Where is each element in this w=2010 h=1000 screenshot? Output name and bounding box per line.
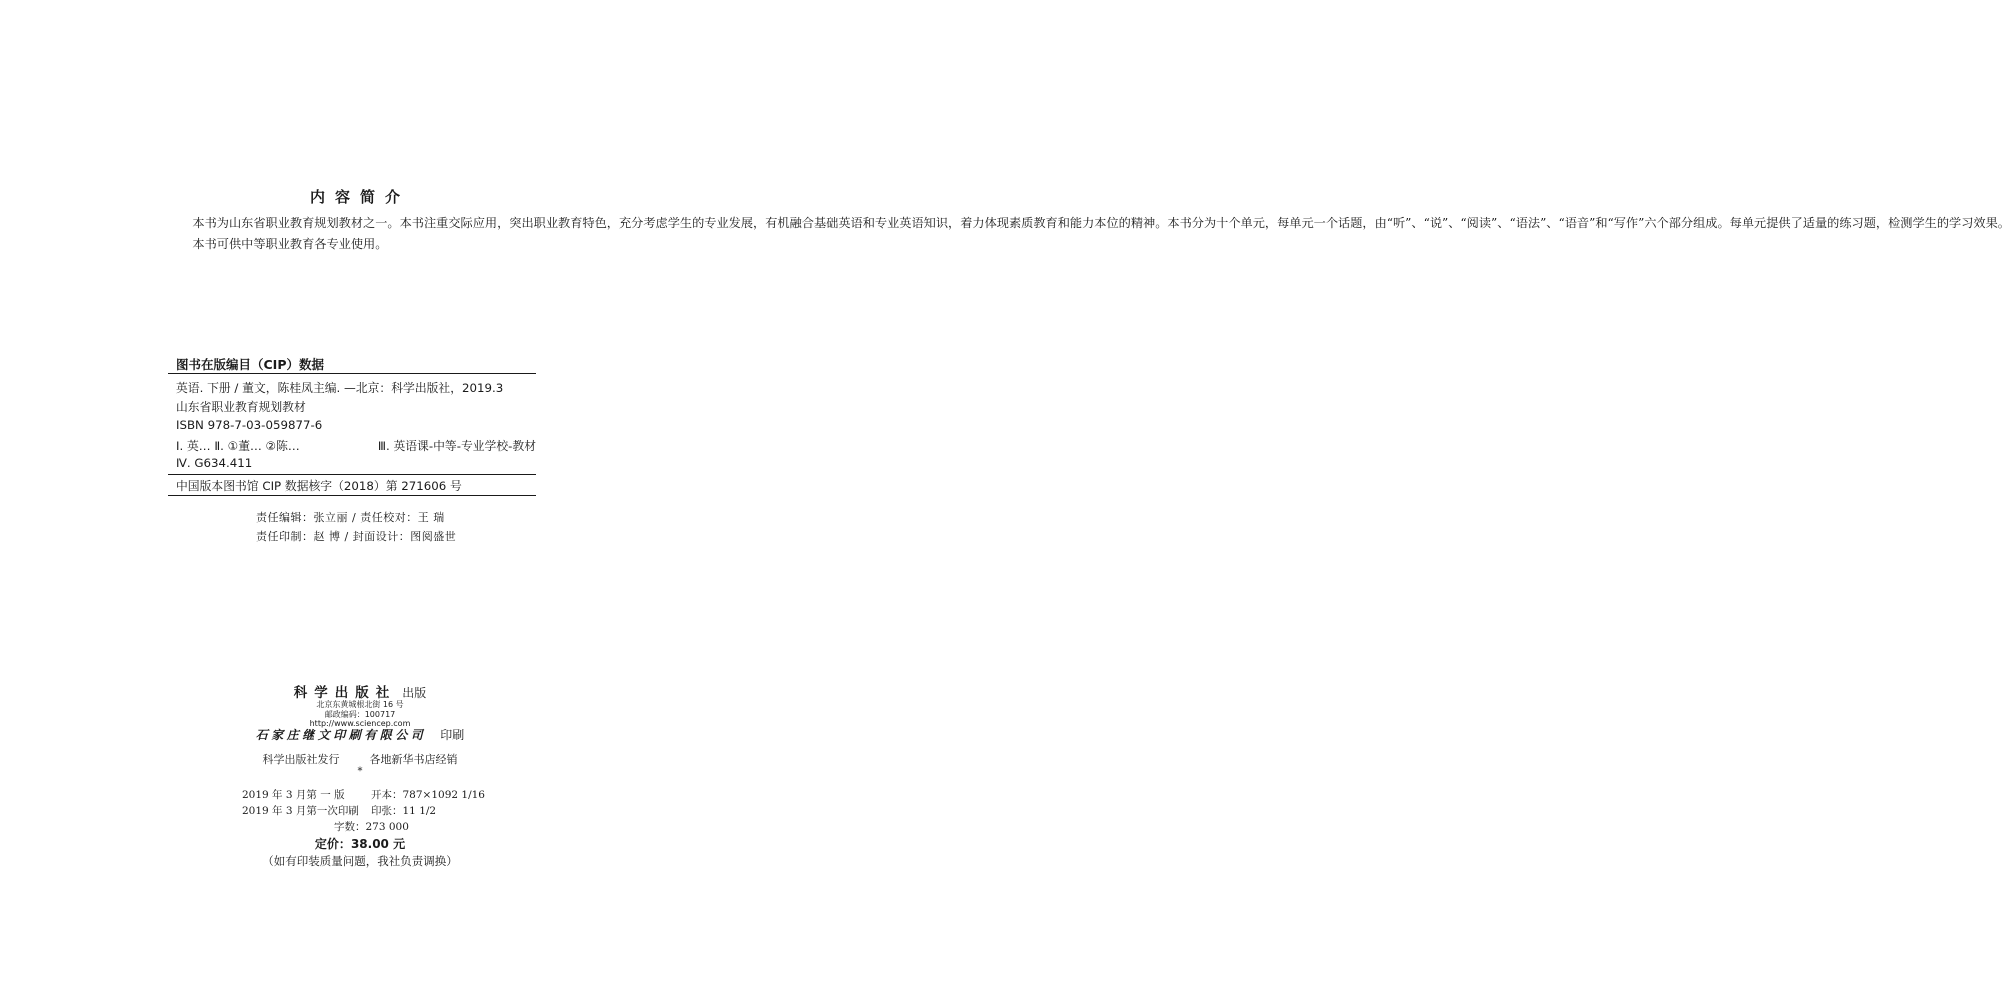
edition-info: 2019 年 3 月第 一 版 [242,789,345,801]
price-value: 38.00 元 [350,837,406,851]
quality-notice: （如有印装质量问题，我社负责调换） [262,854,458,868]
editor-line: 责任编辑：张立丽 / 责任校对：王 瑞 [256,511,445,524]
intro-paragraph: 本书可供中等职业教育各专业使用。 [192,236,388,251]
seller: 各地新华书店经销 [369,753,458,766]
cip-record-line: 中国版本图书馆 CIP 数据核字（2018）第 271606 号 [176,479,462,493]
cip-mid-rule [168,474,536,475]
cip-title-line: 英语. 下册 / 董文，陈桂凤主编. —北京：科学出版社，2019.3 [176,381,504,395]
publisher-name: 科学出版社 [293,685,397,701]
cip-classification-line: Ⅳ. G634.411 [176,456,253,470]
price-line [0,835,720,852]
publisher-address: 北京东黄城根北街 16 号 [316,700,404,709]
printing-info: 2019 年 3 月第一次印刷 [242,805,359,817]
cip-heading: 图书在版编目（CIP）数据 [176,357,324,372]
page-title: 内容简介 [309,188,410,206]
sheets-info: 印张：11 1/2 [371,805,437,817]
cip-isbn-line: ISBN 978-7-03-059877-6 [176,418,323,432]
publisher-website: http://www.sciencep.com [309,719,411,728]
cip-subject-left: Ⅰ. 英… Ⅱ. ①董… ②陈… [176,439,300,453]
printer-suffix: 印刷 [440,728,465,742]
printer-name: 石家庄继文印刷有限公司 [255,728,427,742]
cip-bottom-rule [168,495,536,496]
cip-top-rule [168,373,536,374]
distribution-line [0,751,720,767]
format-info: 开本：787×1092 1/16 [371,789,485,801]
publisher-name-line [0,681,720,701]
cip-series-line: 山东省职业教育规划教材 [176,400,306,414]
publisher-suffix: 出版 [402,686,427,700]
separator-star: * [357,766,363,777]
intro-text [168,213,2010,254]
price-label: 定价： [314,837,351,851]
word-count: 字数：273 000 [334,821,409,833]
editor-line: 责任印制：赵 博 / 封面设计：图阅盛世 [256,530,457,543]
cip-subject-line [176,437,536,454]
printer-line [0,726,720,743]
cip-subject-right: Ⅲ. 英语课-中等-专业学校-教材 [377,439,536,453]
distributor: 科学出版社发行 [262,753,340,766]
intro-paragraph: 本书为山东省职业教育规划教材之一。本书注重交际应用，突出职业教育特色，充分考虑学生的专业发展，有机融合基础英语和专业英语知识，着力体现素质教育和能力本位的精神。本书分为十个单元，每单元一个话题，由“听”、“说”、“阅读”、“语法”、“语音”和“写作”六个部分组成。每单元提供了适量的练习题，检测学生的学习效果。 [192,216,2010,230]
publisher-postal-code: 邮政编码：100717 [324,710,396,719]
